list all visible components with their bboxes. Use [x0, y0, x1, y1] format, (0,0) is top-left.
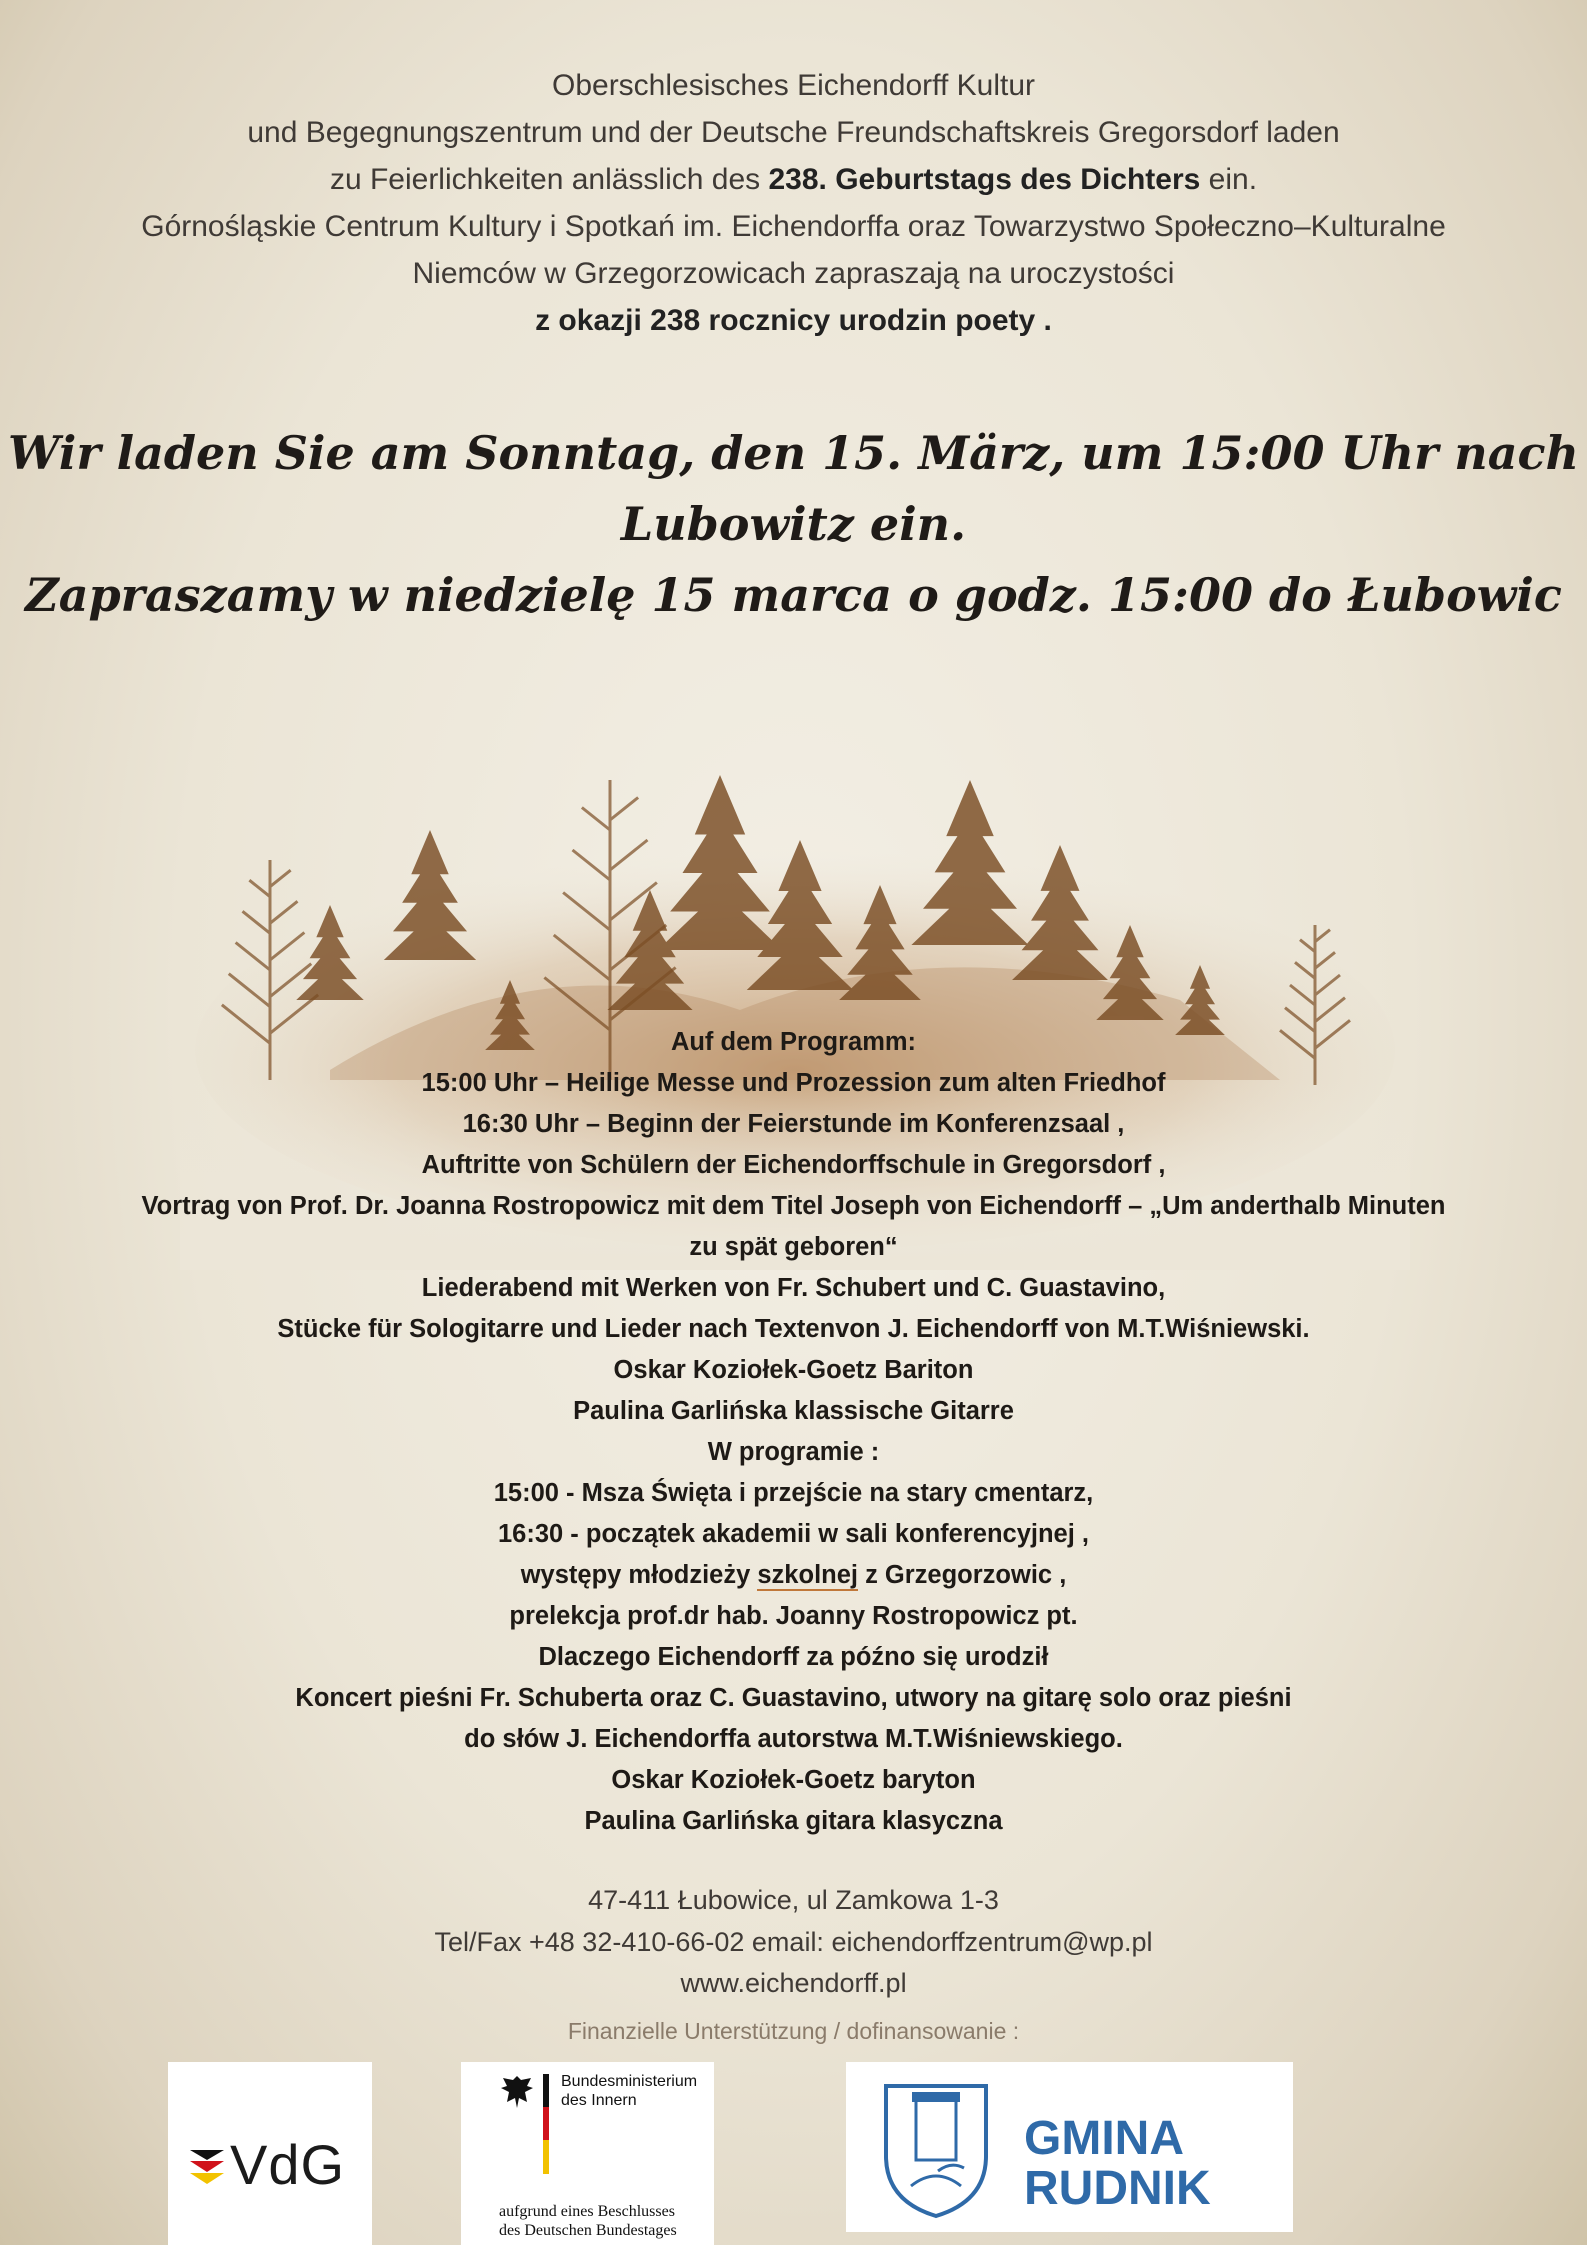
program-de-line: Auftritte von Schülern der Eichendorffschule in Gregorsdorf ,	[421, 1151, 1166, 1179]
headline-line-1: Wir laden Sie am Sonntag, den 15. März, um 15:00 Uhr nach	[8, 426, 1579, 480]
contact-website: www.eichendorff.pl	[680, 1968, 907, 1998]
bmi-logo	[461, 2062, 714, 2245]
program-de-line: Stücke für Sologitarre und Lieder nach Textenvon J. Eichendorff von M.T.Wiśniewski.	[277, 1315, 1310, 1343]
program-pl-line: 16:30 - początek akademii w sali konferencyjnej ,	[497, 1520, 1089, 1548]
program-polish-rest	[0, 1596, 1587, 1842]
header-line-5: Niemców w Grzegorzowicach zapraszają na uroczystości	[412, 257, 1175, 290]
program-pl-rest-line: Koncert pieśni Fr. Schuberta oraz C. Guastavino, utwory na gitarę solo oraz pieśni	[295, 1684, 1292, 1712]
program-pl-rest-line: do słów J. Eichendorffa autorstwa M.T.Wiśniewskiego.	[464, 1725, 1123, 1753]
program-de-line: Auf dem Programm:	[670, 1028, 917, 1056]
contact-address: 47-411 Łubowice, ul Zamkowa 1-3	[588, 1885, 999, 1915]
program-pl-rest-line: Oskar Koziołek-Goetz baryton	[611, 1766, 976, 1794]
program-pl-rest-line: prelekcja prof.dr hab. Joanny Rostropowicz pt.	[509, 1602, 1078, 1630]
contact-block	[0, 1880, 1587, 2005]
program-de-line: 16:30 Uhr – Beginn der Feierstunde im Konferenzsaal ,	[462, 1110, 1125, 1138]
program-de-line: Liederabend mit Werken von Fr. Schubert und C. Guastavino,	[421, 1274, 1166, 1302]
program-german	[0, 1022, 1587, 1432]
program-de-line: Vortrag von Prof. Dr. Joanna Rostropowicz mit dem Titel Joseph von Eichendorff – „Um anderthalb Minuten	[141, 1192, 1446, 1220]
headline-line-2: Lubowitz ein.	[620, 497, 967, 551]
headline-block	[0, 418, 1587, 631]
bmi-name: Bundesministerium des Innern	[561, 2073, 698, 2109]
header-line-1: Oberschlesisches Eichendorff Kultur	[551, 69, 1036, 102]
contact-phone-email: Tel/Fax +48 32-410-66-02 email: eichendorffzentrum@wp.pl	[434, 1926, 1153, 1957]
program-de-line: Oskar Koziołek-Goetz Bariton	[613, 1356, 974, 1384]
program-polish	[0, 1432, 1587, 1555]
federal-eagle-icon	[497, 2072, 537, 2112]
bmi-note: aufgrund eines Beschlusses des Deutschen Bundestages	[499, 2203, 677, 2239]
program-pl-line: występy młodzieży szkolnej z Grzegorzowic ,	[520, 1561, 1067, 1589]
program-pl-line: 15:00 - Msza Święta i przejście na stary cmentarz,	[493, 1479, 1094, 1507]
program-pl-rest-line: Dlaczego Eichendorff za późno się urodził	[538, 1643, 1049, 1671]
funding-label: Finanzielle Unterstützung / dofinansowanie :	[567, 2018, 1020, 2044]
program-de-line: 15:00 Uhr – Heilige Messe und Prozession zum alten Friedhof	[421, 1069, 1166, 1097]
header-line-6: z okazji 238 rocznicy urodzin poety .	[535, 304, 1052, 337]
header-line-4: Górnośląskie Centrum Kultury i Spotkań im. Eichendorffa oraz Towarzystwo Społeczno–Kulturalne	[141, 210, 1446, 243]
vdg-logo	[168, 2062, 372, 2245]
headline-line-3: Zapraszamy w niedzielę 15 marca o godz. 15:00 do Łubowic	[25, 568, 1562, 622]
header-line-3: zu Feierlichkeiten anlässlich des 238. Geburtstags des Dichters ein.	[329, 163, 1258, 196]
vdg-flag-icon	[188, 2148, 226, 2186]
program-de-line: zu spät geboren“	[689, 1233, 898, 1261]
gmina-rudnik-logo	[846, 2062, 1293, 2232]
program-block	[0, 1022, 1587, 1842]
header-block	[0, 62, 1587, 344]
german-flag-stripe	[543, 2074, 549, 2174]
header-line-2: und Begegnungszentrum und der Deutsche Freundschaftskreis Gregorsdorf laden	[247, 116, 1340, 149]
rudnik-name: GMINA RUDNIK	[1024, 2112, 1211, 2215]
program-pl-rest-line: Paulina Garlińska gitara klasyczna	[584, 1807, 1003, 1835]
vdg-text: VdG	[230, 2133, 346, 2196]
rudnik-crest-icon	[876, 2076, 996, 2221]
program-de-line: Paulina Garlińska klassische Gitarre	[573, 1397, 1014, 1425]
program-pl-line: W programie :	[707, 1438, 880, 1466]
